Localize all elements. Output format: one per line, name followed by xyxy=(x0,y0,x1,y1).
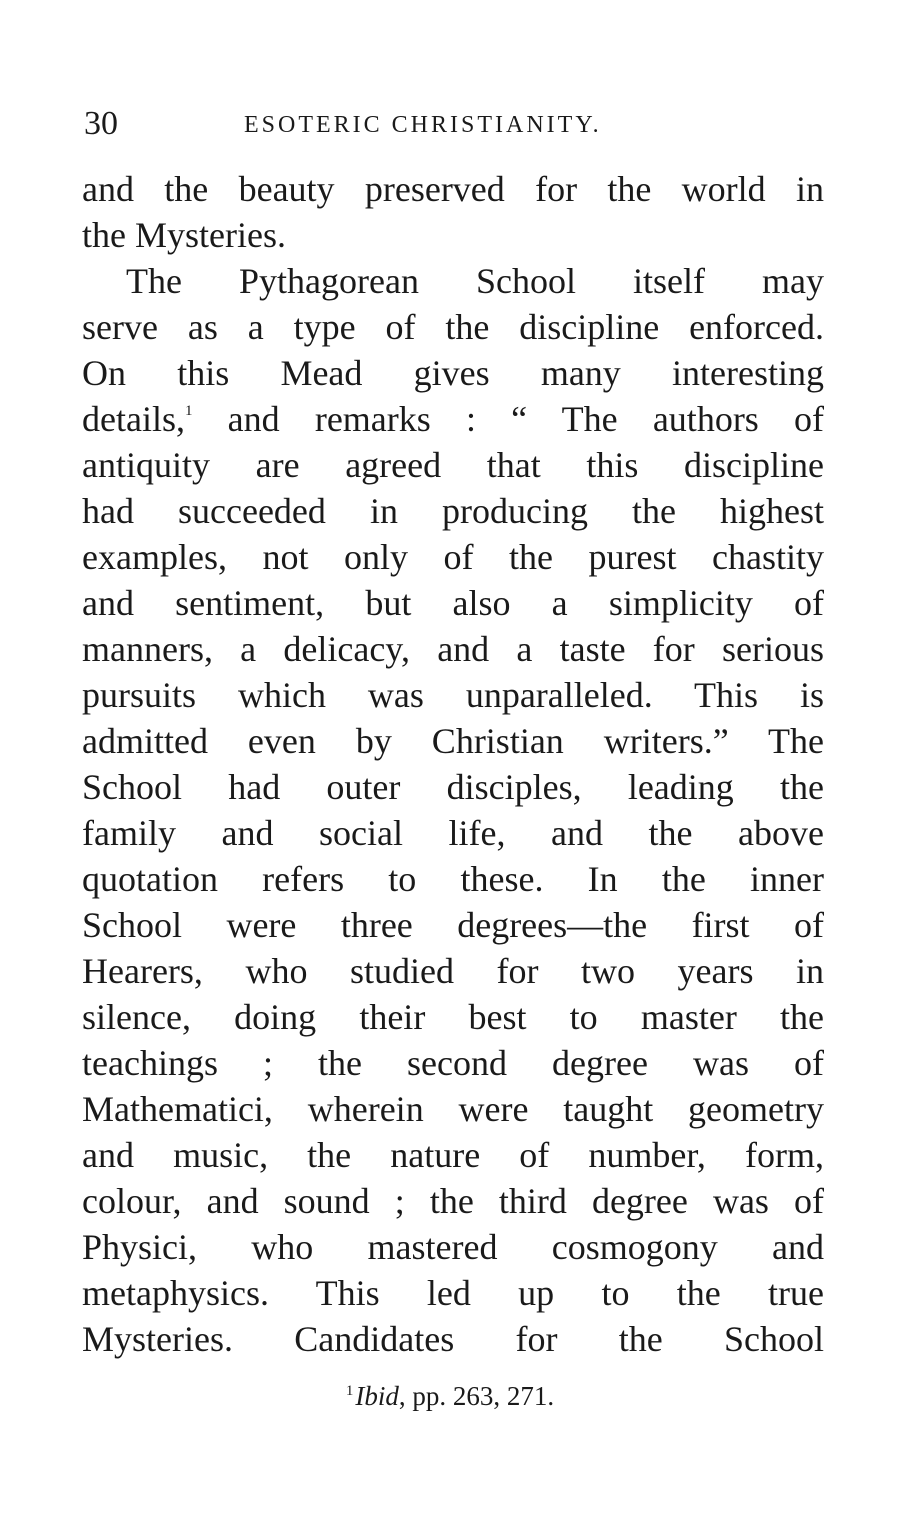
text-line: Physici, who mastered cosmogony and xyxy=(82,1227,824,1267)
text-line-with-footnote xyxy=(82,396,824,442)
text-line: and sentiment, but also a simplicity of xyxy=(82,583,824,623)
text-line: examples, not only of the purest chastity xyxy=(82,537,824,577)
text-line: teachings ; the second degree was of xyxy=(82,1043,824,1083)
page-header xyxy=(84,104,824,144)
footnote-ref-word: details, xyxy=(82,399,185,439)
text-line: colour, and sound ; the third degree was of xyxy=(82,1181,824,1221)
text-line: School were three degrees—the first of xyxy=(82,905,824,945)
text-line: family and social life, and the above xyxy=(82,813,824,853)
running-head: ESOTERIC CHRISTIANITY. xyxy=(244,112,602,138)
text-line: On this Mead gives many interesting xyxy=(82,353,824,393)
text-line: School had outer disciples, leading the xyxy=(82,767,824,807)
text-line: and music, the nature of number, form, xyxy=(82,1135,824,1175)
text-line: serve as a type of the discipline enforced. xyxy=(82,307,824,347)
footnote xyxy=(0,1374,900,1413)
text-line: antiquity are agreed that this discipline xyxy=(82,445,824,485)
text-line: metaphysics. This led up to the true xyxy=(82,1273,824,1313)
page-number: 30 xyxy=(84,105,118,142)
footnote-source: Ibid xyxy=(355,1381,399,1411)
text-line: manners, a delicacy, and a taste for serious xyxy=(82,629,824,669)
text-line: quotation refers to these. In the inner xyxy=(82,859,824,899)
text-line: silence, doing their best to master the xyxy=(82,997,824,1037)
text-line: had succeeded in producing the highest xyxy=(82,491,824,531)
footnote-mark: 1 xyxy=(345,1383,354,1399)
text-line: admitted even by Christian writers.” The xyxy=(82,721,824,761)
text-line: and the beauty preserved for the world in xyxy=(82,169,824,209)
text-line-rest: and remarks : “ The authors of xyxy=(227,399,824,439)
footnote-reference: 1 xyxy=(184,403,193,419)
text-line: The Pythagorean School itself may xyxy=(126,261,824,301)
text-line: Hearers, who studied for two years in xyxy=(82,951,824,991)
text-line: the Mysteries. xyxy=(82,215,286,255)
text-line: Mysteries. Candidates for the School xyxy=(82,1319,824,1359)
text-line: Mathematici, wherein were taught geometry xyxy=(82,1089,824,1129)
body-text xyxy=(82,166,824,1362)
text-line: pursuits which was unparalleled. This is xyxy=(82,675,824,715)
footnote-pages: , pp. 263, 271. xyxy=(398,1381,555,1411)
